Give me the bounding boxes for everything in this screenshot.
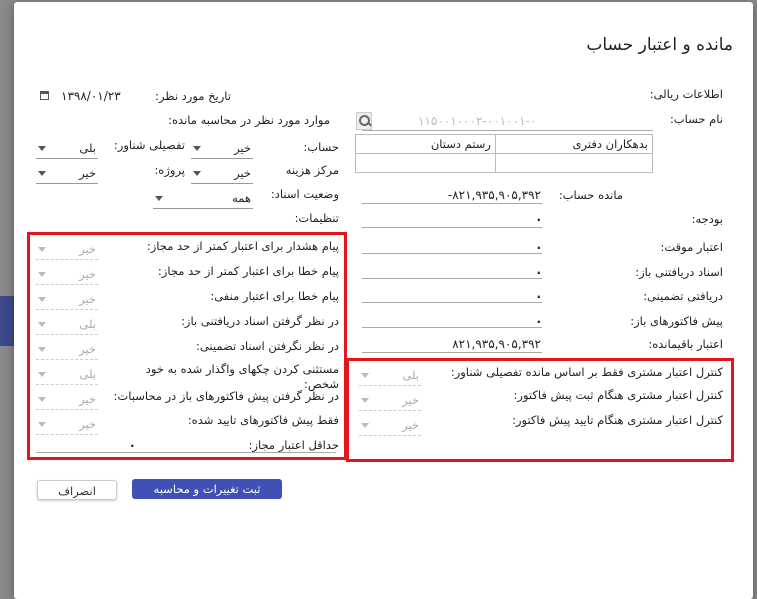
calc-items-label: موارد مورد نظر در محاسبه مانده: [168, 113, 330, 127]
min-credit-label: حداقل اعتبار مجاز: [248, 438, 339, 452]
budget-value[interactable]: . [536, 210, 541, 224]
guarantee-label: دریافتی تضمینی: [643, 289, 723, 303]
chevron-down-icon [38, 397, 46, 402]
setting-select[interactable]: خیر [36, 415, 98, 435]
floating-detail-label: تفصیلی شناور: [113, 138, 185, 152]
chevron-down-icon [155, 196, 163, 201]
control-select[interactable]: خیر [359, 391, 421, 411]
open-received-label: اسناد دریافتنی باز: [635, 265, 723, 279]
setting-label: پیام هشدار برای اعتبار کمتر از حد مجاز: [146, 239, 339, 253]
balance-label: مانده حساب: [558, 188, 623, 202]
balance-underline [362, 203, 542, 204]
open-invoice-underline [362, 327, 542, 328]
account-table-cell [495, 153, 653, 173]
backdrop-strip [0, 296, 14, 346]
min-credit-underline [36, 452, 336, 453]
doc-status-label: وضعیت اسناد: [270, 187, 339, 201]
cost-center-select[interactable]: خیر [191, 164, 253, 184]
remaining-credit-value: ۸۲۱,۹۳۵,۹۰۵,۳۹۲ [452, 337, 541, 351]
temp-credit-underline [362, 253, 542, 254]
setting-select[interactable]: خیر [36, 290, 98, 310]
account-table-cell: رستم دستان [355, 134, 496, 154]
cost-center-label: مرکز هزینه [285, 163, 339, 177]
temp-credit-label: اعتبار موقت: [660, 240, 723, 254]
chevron-down-icon [361, 398, 369, 403]
min-credit-value[interactable]: . [130, 436, 135, 450]
settings-label: تنظیمات: [294, 211, 339, 225]
project-select[interactable]: خیر [36, 164, 98, 184]
setting-select[interactable]: خیر [36, 340, 98, 360]
control-label: کنترل اعتبار مشتری هنگام تایید پیش فاکتور: [512, 413, 723, 427]
dialog-title: مانده و اعتبار حساب [586, 35, 733, 55]
chevron-down-icon [38, 272, 46, 277]
setting-select[interactable]: خیر [36, 240, 98, 260]
guarantee-underline [362, 302, 542, 303]
chevron-down-icon [38, 347, 46, 352]
floating-detail-select[interactable]: بلی [36, 139, 98, 159]
filter-account-select[interactable]: خیر [191, 139, 253, 159]
chevron-down-icon [193, 146, 201, 151]
cancel-button[interactable]: انصراف [37, 480, 117, 500]
setting-label: در نظر نگرفتن اسناد تضمینی: [195, 339, 339, 353]
chevron-down-icon [38, 247, 46, 252]
guarantee-value: . [536, 287, 541, 301]
date-value[interactable]: ۱۳۹۸/۰۱/۲۳ [61, 89, 121, 103]
control-label: کنترل اعتبار مشتری فقط بر اساس مانده تفصیلی شناور: [450, 365, 723, 379]
chevron-down-icon [38, 297, 46, 302]
balance-value: -۸۲۱,۹۳۵,۹۰۵,۳۹۲ [447, 188, 541, 202]
open-invoice-label: پیش فاکتورهای باز: [630, 314, 723, 328]
setting-label: در نظر گرفتن پیش فاکتورهای باز در محاسبات: [113, 389, 339, 403]
budget-underline [362, 227, 542, 228]
account-name-label: نام حساب: [669, 112, 723, 126]
chevron-down-icon [38, 146, 46, 151]
setting-select[interactable]: بلی [36, 315, 98, 335]
control-select[interactable]: خیر [359, 416, 421, 436]
budget-label: بودجه: [691, 212, 723, 226]
setting-label: پیام خطا برای اعتبار منفی: [210, 289, 339, 303]
setting-label: پیام خطا برای اعتبار کمتر از حد مجاز: [157, 264, 339, 278]
date-label: تاریخ مورد نظر: [155, 89, 231, 103]
control-select[interactable]: بلی [359, 366, 421, 386]
chevron-down-icon [38, 322, 46, 327]
chevron-down-icon [193, 171, 201, 176]
account-table-cell: بدهکاران دفتری [495, 134, 653, 154]
project-label: پروژه: [154, 163, 185, 177]
control-label: کنترل اعتبار مشتری هنگام ثبت پیش فاکتور: [513, 388, 723, 402]
open-received-underline [362, 278, 542, 279]
save-calc-button[interactable]: ثبت تغییرات و محاسبه [132, 479, 282, 499]
open-invoice-value: . [536, 312, 541, 326]
setting-label: فقط پیش فاکتورهای تایید شده: [187, 413, 339, 427]
search-icon[interactable] [356, 112, 372, 130]
section-rial-label: اطلاعات ریالی: [649, 87, 723, 101]
chevron-down-icon [38, 372, 46, 377]
setting-label: در نظر گرفتن اسناد دریافتنی باز: [181, 314, 339, 328]
remaining-credit-label: اعتبار باقیمانده: [648, 337, 723, 351]
temp-credit-value[interactable]: . [536, 238, 541, 252]
setting-label: مستثنی کردن چکهای واگذار شده به خود شخص: [145, 362, 339, 391]
chevron-down-icon [361, 373, 369, 378]
chevron-down-icon [38, 422, 46, 427]
remaining-credit-underline [362, 352, 542, 353]
setting-select[interactable]: خیر [36, 390, 98, 410]
chevron-down-icon [38, 171, 46, 176]
account-table-cell [355, 153, 496, 173]
open-received-value: . [536, 263, 541, 277]
calendar-icon[interactable] [40, 91, 49, 100]
account-balance-dialog [14, 2, 753, 599]
setting-select[interactable]: بلی [36, 365, 98, 385]
setting-select[interactable]: خیر [36, 265, 98, 285]
filter-account-label: حساب: [303, 140, 339, 154]
account-code-underline [362, 130, 653, 131]
doc-status-select[interactable]: همه [153, 189, 253, 209]
chevron-down-icon [361, 423, 369, 428]
account-code-input[interactable]: ۱۱۵۰۰۱۰۰۰۲-۰۰۱۰۰۱-۰ [418, 114, 537, 128]
